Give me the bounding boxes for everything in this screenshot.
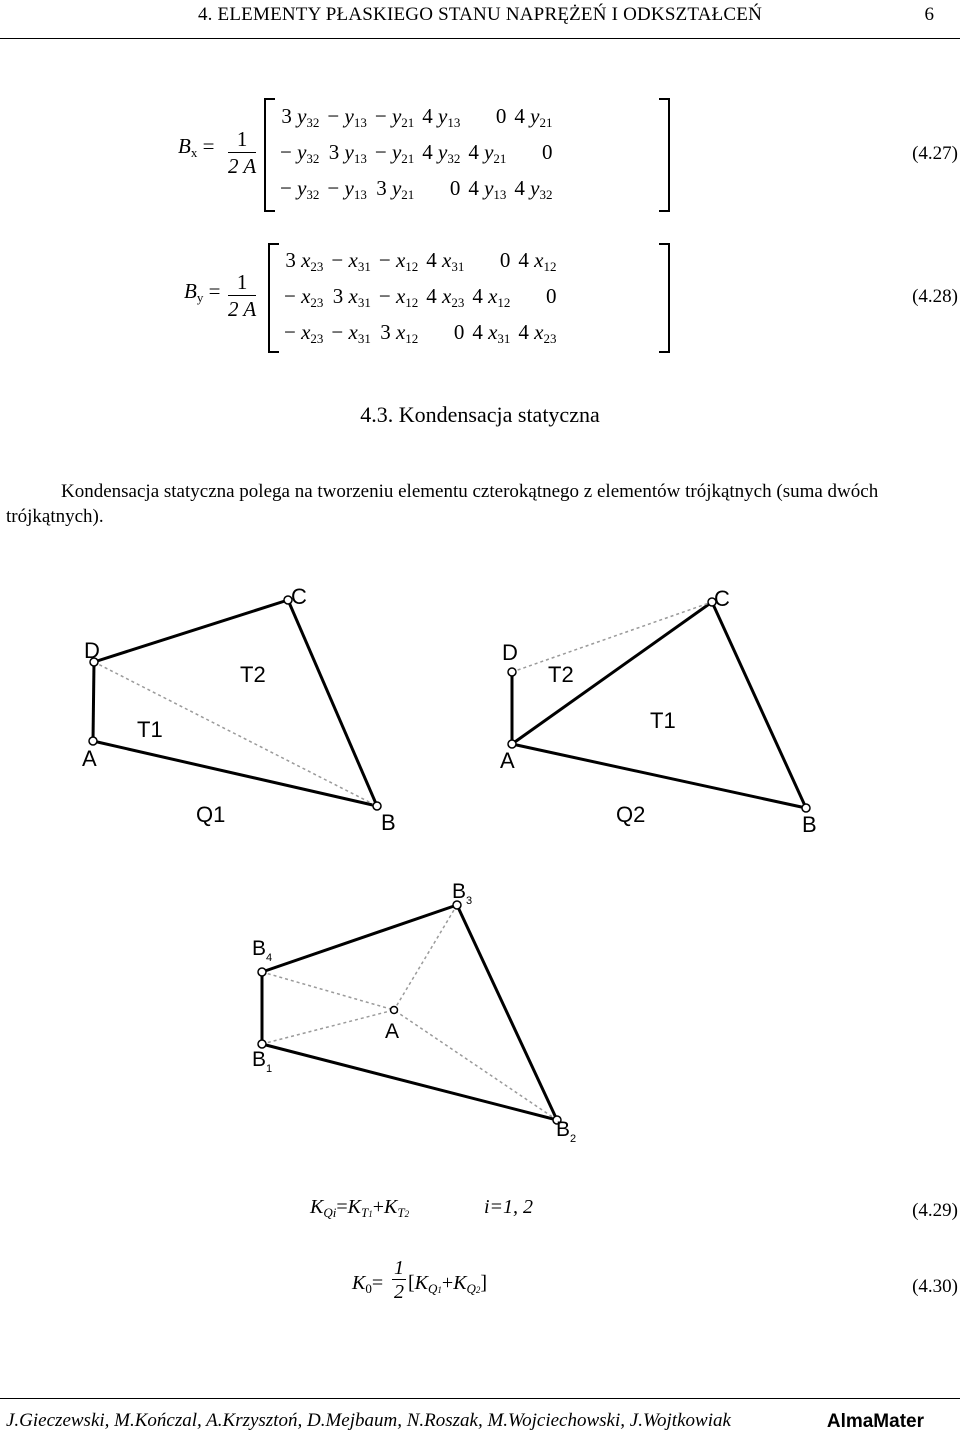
matrix-cell-subscript: 21 (401, 150, 415, 166)
matrix-cell-variable: y (391, 139, 402, 164)
section-paragraph: Kondensacja statyczna polega na tworzeniu elementu czterokątnego z elementów trójkątnych (suma dwóch trójkątnych). (6, 481, 879, 527)
matrix-cell (323, 171, 370, 207)
matrix-cell-coefficient: 0 (453, 319, 465, 344)
eq-4-29-sub-t2: T (397, 1205, 405, 1220)
q1-label-t2: T2 (240, 662, 266, 687)
eq-4-29-sub-2: 2 (404, 1209, 410, 1219)
eq-4-30-sub-q1: Q (428, 1281, 438, 1296)
eq-4-29-range: i=1, 2 (484, 1196, 534, 1218)
equation-4-28 (184, 243, 784, 353)
eq-4-27-frac-num: 1 (228, 126, 256, 153)
eq-4-29-sub-q: Q (323, 1205, 333, 1220)
eq-4-29-number: (4.29) (912, 1200, 958, 1221)
eq-4-30-rhs (408, 1272, 487, 1297)
matrix-cell-coefficient: − (331, 247, 349, 272)
matrix-cell (280, 315, 327, 351)
matrix-cell-subscript: 31 (357, 294, 371, 310)
matrix-cell (375, 315, 422, 351)
matrix-cell-subscript: 12 (497, 294, 511, 310)
matrix-cell-coefficient: 4 (426, 247, 443, 272)
matrix-cell-variable: y (297, 175, 307, 200)
label-b1: $B_1$ (252, 1048, 273, 1075)
matrix-cell-variable: x (395, 319, 406, 344)
eq-4-29-equals: = (336, 1196, 348, 1218)
matrix-cell-subscript: 13 (353, 150, 367, 166)
matrix-cell-subscript: 21 (539, 114, 553, 130)
matrix-cell-coefficient: 4 (468, 139, 485, 164)
matrix-cell (514, 243, 560, 279)
eq-4-30-kq2: K (453, 1272, 467, 1294)
eq-4-28-lhs-symbol: B (184, 279, 197, 303)
matrix-cell-coefficient: − (374, 139, 392, 164)
eq-4-28-equals: = (208, 279, 221, 303)
matrix-row (280, 279, 561, 315)
matrix-cell (464, 99, 510, 135)
matrix-cell-variable: x (348, 319, 358, 344)
eq-4-27-lhs-subscript: x (190, 145, 198, 160)
matrix-cell (327, 243, 374, 279)
matrix-cell (510, 135, 556, 171)
matrix-cell (418, 99, 464, 135)
page-header-title: 4. ELEMENTY PŁASKIEGO STANU NAPRĘŻEŃ I ODKSZTAŁCEŃ (197, 4, 763, 25)
q2-label-t2: T2 (548, 662, 574, 687)
eq-4-30-number: (4.30) (912, 1276, 958, 1297)
matrix-cell (280, 243, 327, 279)
matrix-cell (422, 279, 468, 315)
matrix-cell-variable: y (344, 103, 354, 128)
matrix-cell-coefficient: − (327, 175, 345, 200)
eq-4-28-fraction (228, 269, 256, 322)
matrix-cell-variable: y (438, 139, 448, 164)
matrix-cell-coefficient: 3 (376, 175, 392, 200)
matrix-cell (418, 171, 464, 207)
q2-figure-label: Q2 (616, 802, 646, 827)
eq-4-28-left-bracket (268, 243, 279, 353)
eq-4-30-plus: + (441, 1272, 454, 1294)
q1-label-d: D (84, 638, 100, 663)
eq-4-29-k: K (310, 1196, 324, 1218)
matrix-cell (375, 243, 422, 279)
label-center-a: A (385, 1020, 400, 1043)
eq-4-30-right-bracket: ] (480, 1272, 488, 1294)
eq-4-30-k0: K (352, 1272, 366, 1294)
matrix-cell-coefficient: 4 (468, 175, 485, 200)
matrix-cell-subscript: 21 (401, 114, 415, 130)
eq-4-29-plus: + (372, 1196, 384, 1218)
matrix-cell (464, 135, 510, 171)
eq-4-28-frac-num: 1 (228, 269, 256, 296)
eq-4-30-fraction (392, 1257, 406, 1304)
matrix-cell-coefficient: − (378, 283, 396, 308)
q1-figure-label: Q1 (196, 802, 226, 827)
matrix-cell-subscript: 21 (401, 186, 415, 202)
matrix-cell (422, 243, 468, 279)
matrix-cell-coefficient: − (284, 283, 302, 308)
matrix-cell (327, 315, 374, 351)
matrix-cell-subscript: 32 (447, 150, 461, 166)
q2-label-a: A (500, 748, 515, 773)
matrix-cell-coefficient: − (280, 139, 298, 164)
matrix-cell-subscript: 13 (447, 114, 461, 130)
matrix-cell-coefficient: 4 (514, 175, 531, 200)
matrix-cell-variable: x (534, 247, 544, 272)
eq-4-28-frac-den: 2 A (228, 297, 257, 321)
matrix-cell-coefficient: − (284, 319, 302, 344)
matrix-cell-variable: x (348, 283, 358, 308)
matrix-cell (468, 243, 514, 279)
eq-4-29-k-t2: K (384, 1196, 398, 1218)
matrix-cell (371, 171, 418, 207)
eq-4-27-left-bracket (264, 98, 275, 212)
matrix-cell-coefficient: − (327, 103, 345, 128)
equation-4-30 (352, 1272, 383, 1297)
q2-label-b: B (802, 812, 817, 837)
matrix-cell-coefficient: 4 (472, 319, 489, 344)
matrix-cell-variable: y (297, 139, 307, 164)
matrix-cell-variable: x (488, 283, 498, 308)
matrix-cell-coefficient: 0 (449, 175, 461, 200)
matrix-cell-coefficient: 4 (472, 283, 489, 308)
matrix-cell-coefficient: − (331, 319, 349, 344)
matrix-cell-coefficient: − (378, 247, 396, 272)
matrix-cell (327, 279, 374, 315)
matrix-cell (276, 99, 323, 135)
eq-4-27-frac-den: 2 A (228, 154, 257, 178)
matrix-cell-coefficient: 0 (542, 139, 553, 164)
footer-brand: AlmaMater (826, 1411, 924, 1432)
matrix-cell-subscript: 23 (310, 258, 324, 274)
matrix-cell-subscript: 23 (310, 294, 324, 310)
matrix-cell-coefficient: 3 (332, 283, 349, 308)
matrix-cell-variable: x (301, 319, 311, 344)
label-b4: $B_4$ (252, 937, 273, 964)
matrix-cell (323, 135, 370, 171)
matrix-cell-variable: y (530, 103, 540, 128)
q2-label-d: D (502, 640, 518, 665)
q2-label-c: C (714, 586, 730, 611)
matrix-cell (510, 99, 556, 135)
matrix-cell-subscript: 32 (306, 114, 320, 130)
q1-label-b: B (381, 810, 396, 835)
q1-label-a: A (82, 746, 97, 771)
matrix-cell-coefficient: 4 (426, 283, 443, 308)
matrix-cell-coefficient: 4 (514, 103, 531, 128)
eq-4-27-equals: = (202, 134, 215, 158)
section-title: 4.3. Kondensacja statyczna (360, 402, 600, 427)
matrix-cell (514, 315, 560, 351)
matrix-cell-subscript: 13 (353, 114, 367, 130)
matrix-cell-subscript: 23 (451, 294, 465, 310)
matrix-cell-coefficient: 4 (518, 319, 535, 344)
eq-4-28-number: (4.28) (912, 286, 958, 307)
matrix-cell-variable: x (442, 283, 452, 308)
matrix-cell (280, 279, 327, 315)
eq-4-29-k-t1: K (347, 1196, 361, 1218)
matrix-cell-variable: x (395, 247, 406, 272)
matrix-row (276, 171, 557, 207)
matrix-cell-coefficient: 3 (380, 319, 396, 344)
q1-label-t1: T1 (137, 717, 163, 742)
eq-4-27-number: (4.27) (912, 143, 958, 164)
eq-4-29-sub-t1: T (360, 1205, 369, 1220)
matrix-cell-subscript: 32 (539, 186, 553, 202)
matrix-cell-coefficient: 3 (328, 139, 345, 164)
matrix-cell-coefficient: 4 (422, 103, 439, 128)
matrix-cell-subscript: 23 (543, 330, 557, 346)
eq-4-30-sub-1: 1 (437, 1285, 442, 1295)
matrix-cell-variable: y (297, 103, 307, 128)
eq-4-30-equals: = (371, 1272, 384, 1294)
matrix-row (280, 243, 561, 279)
matrix-cell-subscript: 13 (353, 186, 367, 202)
label-b2: $B_2$ (556, 1118, 577, 1145)
eq-4-30-sub-q2: Q (466, 1281, 476, 1296)
eq-4-28-lhs-subscript: y (196, 290, 204, 305)
matrix-cell (375, 279, 422, 315)
matrix-row (276, 99, 557, 135)
matrix-cell-subscript: 12 (405, 330, 419, 346)
matrix-cell-variable: x (348, 247, 358, 272)
matrix-cell-variable: y (344, 175, 354, 200)
eq-4-27-fraction (228, 126, 256, 179)
matrix-cell (510, 171, 556, 207)
matrix-cell-subscript: 13 (493, 186, 507, 202)
matrix-cell (464, 171, 510, 207)
eq-4-27-lhs (178, 134, 214, 161)
matrix-cell-variable: y (438, 103, 448, 128)
matrix-cell-coefficient: − (280, 175, 298, 200)
matrix-row (276, 135, 557, 171)
matrix-cell-subscript: 12 (405, 294, 419, 310)
matrix-cell (371, 99, 418, 135)
matrix-cell-subscript: 12 (405, 258, 419, 274)
eq-4-30-sub-0: 0 (365, 1281, 372, 1296)
matrix-cell (468, 279, 514, 315)
matrix-cell-coefficient: − (374, 103, 392, 128)
matrix-cell-coefficient: 4 (422, 139, 439, 164)
matrix-cell (323, 99, 370, 135)
matrix-cell-coefficient: 0 (546, 283, 557, 308)
matrix-cell (422, 315, 468, 351)
matrix-cell-variable: y (530, 175, 540, 200)
matrix-cell-subscript: 21 (493, 150, 507, 166)
eq-4-30-left-bracket: [ (408, 1272, 415, 1294)
matrix-cell-subscript: 31 (357, 330, 371, 346)
eq-4-27-right-bracket (659, 98, 670, 212)
matrix-cell-subscript: 31 (357, 258, 371, 274)
matrix-cell-coefficient: 3 (285, 247, 302, 272)
matrix-cell-coefficient: 4 (518, 247, 535, 272)
eq-4-30-frac-num: 1 (394, 1257, 404, 1279)
matrix-cell-coefficient: 0 (495, 103, 507, 128)
equation-4-27 (178, 98, 778, 212)
footer-authors: J.Gieczewski, M.Kończal, A.Krzysztoń, D.Mejbaum, N.Roszak, M.Wojciechowski, J.Wojtkowiak (6, 1410, 731, 1431)
matrix-cell-variable: y (391, 175, 402, 200)
matrix-cell-variable: x (301, 283, 311, 308)
eq-4-30-sub-2: 2 (475, 1285, 481, 1295)
matrix-cell (276, 135, 323, 171)
matrix-cell-variable: y (484, 139, 494, 164)
matrix-cell-variable: x (534, 319, 544, 344)
eq-4-30-frac-den: 2 (394, 1281, 404, 1303)
matrix-cell-variable: y (391, 103, 402, 128)
matrix-row (280, 315, 561, 351)
equation-4-29 (310, 1196, 409, 1221)
header-divider (0, 38, 960, 39)
matrix-cell-subscript: 31 (451, 258, 465, 274)
q2-label-t1: T1 (650, 708, 676, 733)
eq-4-28-matrix-table (280, 243, 561, 351)
page-number: 6 (924, 4, 934, 25)
matrix-cell-coefficient: 0 (499, 247, 511, 272)
matrix-cell-variable: x (395, 283, 406, 308)
matrix-cell-variable: x (442, 247, 452, 272)
matrix-cell-variable: x (301, 247, 311, 272)
matrix-cell (514, 279, 560, 315)
figure-quadrilaterals-q1-q2 (0, 570, 960, 860)
footer-divider (0, 1398, 960, 1399)
matrix-cell-coefficient: 3 (281, 103, 298, 128)
eq-4-30-kq1: K (414, 1272, 429, 1294)
eq-4-28-matrix (268, 243, 670, 353)
eq-4-29-sub-i: i (332, 1205, 337, 1220)
matrix-cell-subscript: 32 (306, 150, 320, 166)
eq-4-27-matrix (264, 98, 670, 212)
matrix-cell (418, 135, 464, 171)
matrix-cell-variable: y (484, 175, 494, 200)
eq-4-28-right-bracket (659, 243, 670, 353)
matrix-cell-variable: y (344, 139, 354, 164)
figure-four-triangles (200, 868, 620, 1158)
matrix-cell-subscript: 32 (306, 186, 320, 202)
eq-4-28-lhs (184, 279, 220, 306)
q1-label-c: C (291, 584, 307, 609)
matrix-cell (371, 135, 418, 171)
matrix-cell (276, 171, 323, 207)
eq-4-27-matrix-table (276, 99, 557, 207)
label-b3: $B_3$ (452, 880, 473, 907)
eq-4-27-lhs-symbol: B (178, 134, 191, 158)
matrix-cell (468, 315, 514, 351)
matrix-cell-variable: x (488, 319, 498, 344)
matrix-cell-subscript: 31 (497, 330, 511, 346)
matrix-cell-subscript: 12 (543, 258, 557, 274)
eq-4-29-sub-1: 1 (368, 1209, 373, 1219)
matrix-cell-subscript: 23 (310, 330, 324, 346)
